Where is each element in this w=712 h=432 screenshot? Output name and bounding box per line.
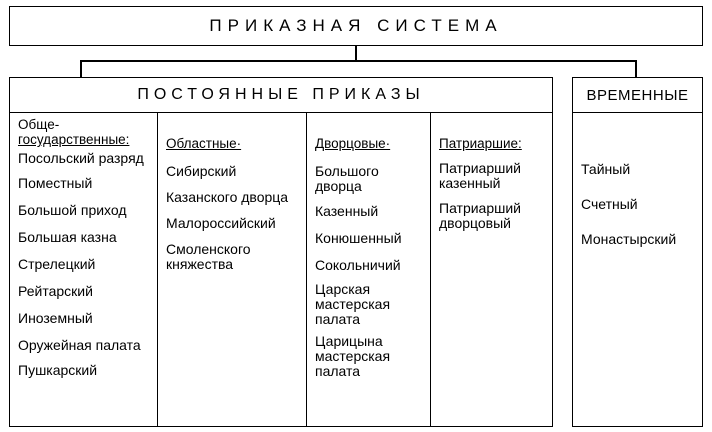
list-item: Посольский разряд — [18, 150, 144, 166]
column-heading-general-state — [18, 117, 153, 147]
list-item: Царицына мастерская палата — [315, 333, 391, 379]
column-regional — [157, 112, 307, 427]
list-item: Малороссийский — [166, 215, 276, 231]
list-item: Рейтарский — [18, 283, 93, 299]
column-heading-text: Областные· — [166, 136, 242, 151]
list-item: Казанского дворца — [166, 189, 289, 205]
list-item: Царская мастерская палата — [315, 281, 391, 327]
temporary-prikazy-title-text: ВРЕМЕННЫЕ — [586, 86, 689, 104]
temporary-prikazy-title — [572, 77, 703, 113]
list-item: Тайный — [581, 161, 631, 177]
column-temporary — [572, 112, 703, 427]
list-item: Иноземный — [18, 310, 93, 326]
prikaz-system-title-text: ПРИКАЗНАЯ СИСТЕМА — [209, 16, 503, 35]
connector-temporary-vertical — [635, 60, 637, 77]
list-item: Большой приход — [18, 202, 127, 218]
list-item: Патриарший казенный — [439, 160, 522, 191]
list-item: Счетный — [581, 196, 638, 212]
list-item: Сокольничий — [315, 257, 401, 273]
column-heading-patriarchal — [439, 136, 548, 151]
list-item: Поместный — [18, 175, 93, 191]
column-heading-text: Дворцовые· — [315, 136, 391, 151]
connector-permanent-vertical — [80, 60, 82, 77]
column-palace — [306, 112, 431, 427]
list-item: Большого дворца — [315, 163, 379, 194]
permanent-prikazy-title — [9, 77, 553, 113]
column-heading-palace — [315, 136, 426, 151]
column-patriarchal — [430, 112, 553, 427]
column-heading-text: Патриаршие: — [439, 136, 522, 151]
list-item: Стрелецкий — [18, 256, 96, 272]
list-item: Пушкарский — [18, 362, 98, 378]
list-item: Оружейная палата — [18, 337, 141, 353]
connector-main-horizontal — [80, 60, 636, 62]
column-heading-line1: Обще- — [18, 117, 60, 132]
column-heading-regional — [166, 136, 302, 151]
list-item: Монастырский — [581, 231, 677, 247]
column-heading-line2: государственные: — [18, 132, 130, 147]
prikaz-system-title — [9, 6, 703, 46]
list-item: Патриарший дворцовый — [439, 200, 522, 231]
list-item: Смоленского княжества — [166, 241, 251, 272]
list-item: Конюшенный — [315, 230, 402, 246]
connector-main-vertical — [355, 46, 357, 60]
permanent-prikazy-title-text: ПОСТОЯННЫЕ ПРИКАЗЫ — [137, 86, 425, 103]
column-general-state — [9, 112, 158, 427]
list-item: Большая казна — [18, 229, 117, 245]
list-item: Казенный — [315, 203, 379, 219]
list-item: Сибирский — [166, 163, 237, 179]
